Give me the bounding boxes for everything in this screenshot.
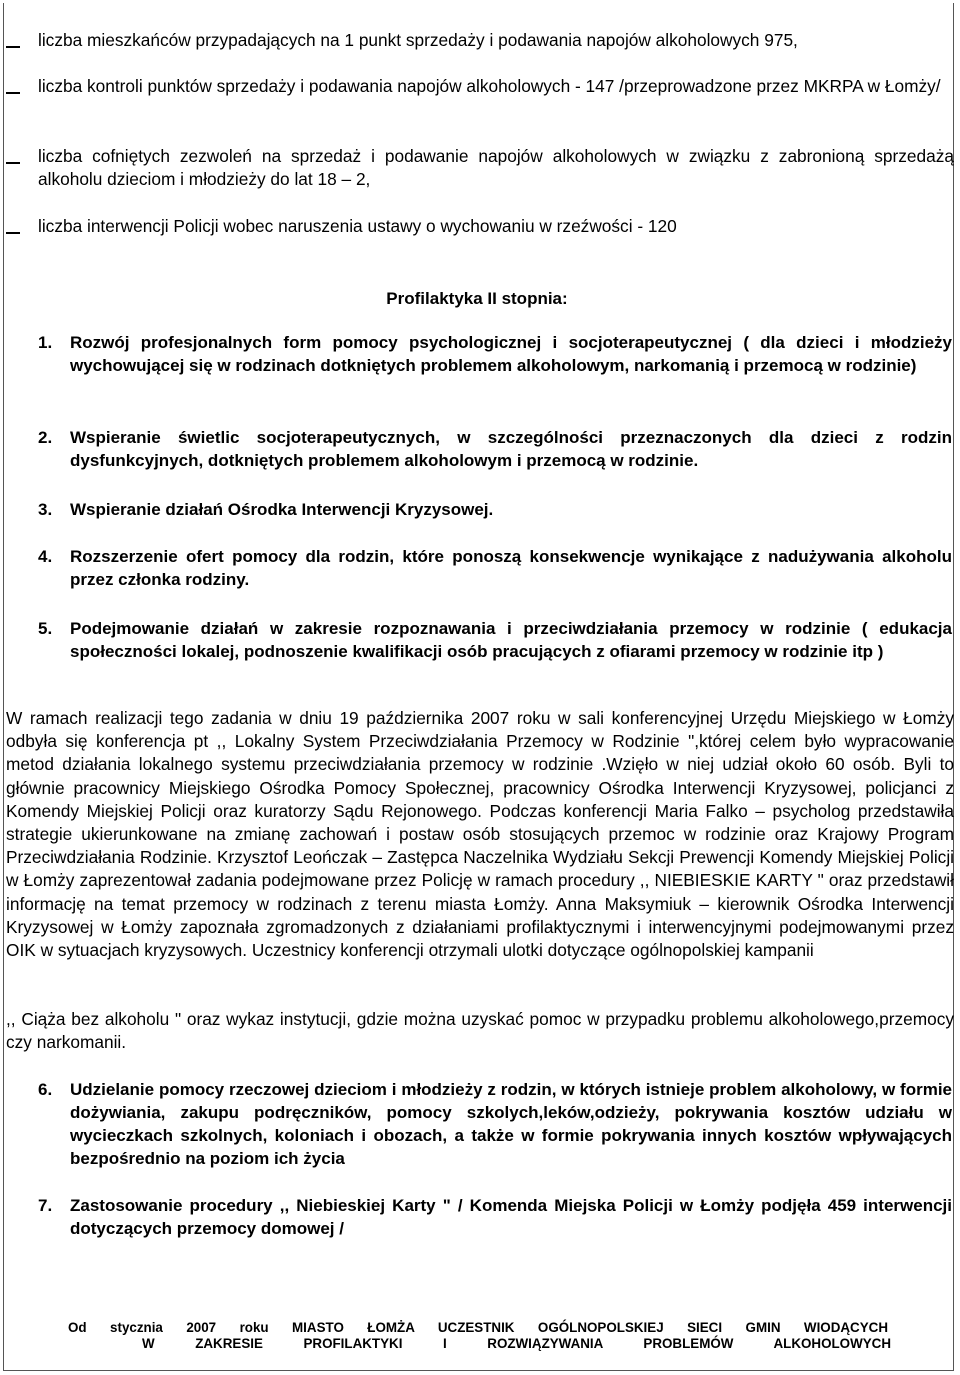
numbered-item: 7. Zastosowanie procedury ,, Niebieskiej Karty " / Komenda Miejska Policji w Łomży podjęła 459 interwencji dotyczących przemocy domowej / [38,1196,952,1238]
numbered-item: 4. Rozszerzenie ofert pomocy dla rodzin, które ponoszą konsekwencje wynikające z nadużywania alkoholu przez członka rodziny. [38,547,952,589]
page-footer [68,1320,891,1352]
list-item: liczba kontroli punktów sprzedaży i podawania napojów alkoholowych - 147 /przeprowadzone przez MKRPA w Łomży/ [38,76,941,96]
numbered-item: 3. Wspieranie działań Ośrodka Interwencji Kryzysowej. [38,500,494,519]
numbered-item: 5. Podejmowanie działań w zakresie rozpoznawania i przeciwdziałania przemocy w rodzinie ( edukacja społeczności lokalej, podnoszenie kwalifikacji osób pracujących z ofiarami przemocy w rodzinie itp ) [38,619,952,661]
list-item: liczba cofniętych zezwoleń na sprzedaż i podawanie napojów alkoholowych w związku z zabronioną sprzedażą alkoholu dzieciom i młodzieży do lat 18 – 2, [38,146,954,189]
numbered-item: 6. Udzielanie pomocy rzeczowej dzieciom i młodzieży z rodzin, w których istnieje problem alkoholowy, w formie dożywiania, zakupu podręczników, pomocy szkolych,leków,odzieży, pokrywania kosztów udziału w wycieczkach szkolnych, koloniach i obozach, a także w formie pokrywania innych kosztów wpływających bezpośrednio na poziom ich życia [38,1080,952,1168]
body-paragraph: W ramach realizacji tego zadania w dniu 19 października 2007 roku w sali konferencyjnej Urzędu Miejskiego w Łomży odbyła się konferencja pt ,, Lokalny System Przeciwdziałania Przemocy w Rodzinie ",której celem było wypracowanie metod działania lokalnego systemu przeciwdziałania przemocy w rodzinie .Wzięło w niej udział około 60 osób. Byli to głównie pracownicy Miejskiego Ośrodka Pomocy Społecznej, pracownicy Ośrodka Interwencji Kryzysowej, policjanci z Komendy Miejskiej Policji oraz kuratorzy Sądu Rejonowego. Podczas konferencji Maria Falko – psycholog przedstawiła strategie ukierunkowane na zmianę zachowań i postaw osób stosujących przemoc w rodzinie oraz Krajowy Program Przeciwdziałania Rodzinie. Krzysztof Leończak – Zastępca Naczelnika Wydziału Sekcji Prewencji Komendy Miejskiej Policji w Łomży zaprezentował zadania podejmowane przez Policję w ramach procedury ,, NIEBIESKIE KARTY " oraz przedstawił informację na temat przemocy w rodzinach z terenu miasta Łomży. Anna Maksymiuk – kierownik Ośrodka Interwencji Kryzysowej w Łomży zapoznała zgromadzonych z działaniami profilaktycznymi i interwencyjnymi podejmowanymi przez OIK w sytuacjach kryzysowych. Uczestnicy konferencji otrzymali ulotki dotyczące ogólnopolskiej kampanii [6,708,954,961]
numbered-item: 1. Rozwój profesjonalnych form pomocy psychologicznej i socjoterapeutycznej ( dla dzieci i młodzieży wychowującej się w rodzinach dotkniętych problemem alkoholowym, narkomanią i przemocą w rodzinie) [38,333,952,375]
list-item: liczba mieszkańców przypadających na 1 punkt sprzedaży i podawania napojów alkoholowych 975, [38,30,798,50]
list-item: liczba interwencji Policji wobec naruszenia ustawy o wychowaniu w rzeźwości - 120 [38,216,677,236]
numbered-item: 2. Wspieranie świetlic socjoterapeutycznych, w szczególności przeznaczonych dla dzieci z rodzin dysfunkcyjnych, dotkniętych problemem alkoholowym i przemocą w rodzinie. [38,428,952,470]
section-heading: Profilaktyka II stopnia: [386,289,568,308]
footer-line-2: W ZAKRESIE PROFILAKTYKI I ROZWIĄZYWANIA PROBLEMÓW ALKOHOLOWYCH [142,1336,891,1351]
footer-line-1: Od stycznia 2007 roku MIASTO ŁOMŻA UCZESTNIK OGÓLNOPOLSKIEJ SIECI GMIN WIODĄCYCH [68,1320,888,1335]
body-paragraph-continued: ,, Ciąża bez alkoholu " oraz wykaz instytucji, gdzie można uzyskać pomoc w przypadku problemu alkoholowego,przemocy czy narkomanii. [6,1009,954,1053]
